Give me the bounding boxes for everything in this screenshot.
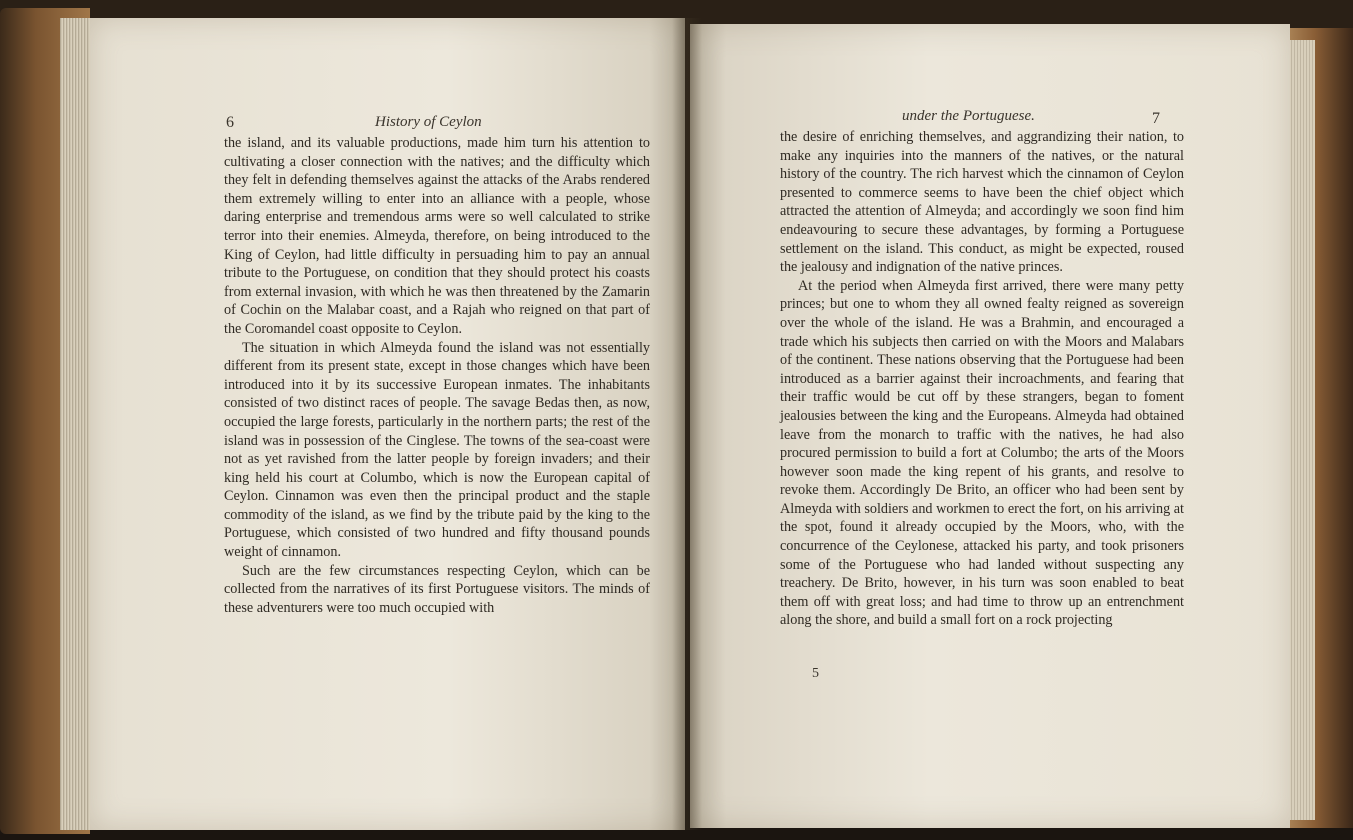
right-paragraph-2: At the period when Almeyda first arrived, there were many petty princes; but one to whom they all owned fealty reigned as sovereign over the whole of the island. He was a Brahmin, and encouraged a trade which his subjects then carried on with the Moors and Malabars of the continent. These nations observing that the Portuguese had been introduced as a barrier against their incroachments, and fearing that their traffic would be cut off by these strangers, began to foment jealousies between the king and the Europeans. Almeyda had obtained leave from the monarch to traffic with the natives, he had also procured permission to build a fort at Columbo; the arts of the Moors however soon made the king repent of his grants, and resolve to revoke them. Accordingly De Brito, an officer who had been sent by Almeyda with soldiers and workmen to erect the fort, on his arriving at the spot, found it already occupied by the Moors, who, with the concurrence of the Ceylonese, attacked his party, and took prisoners some of the Portuguese who had landed without suspecting any treachery. De Brito, however, in his turn was soon enabled to beat them off with great loss; and had time to throw up an entrenchment along the shore, and build a small fort on a rock projecting	[780, 277, 1184, 629]
right-page-body	[780, 128, 1184, 630]
left-page-body	[224, 134, 650, 617]
left-paragraph-2: The situation in which Almeyda found the island was not essentially different from its present state, except in those changes which have been introduced into it by its successive European inmates. The inhabitants consisted of two distinct races of people. The savage Bedas then, as now, occupied the large forests, particularly in the northern parts; the rest of the island was in possession of the Cinglese. The towns of the sea-coast were not as yet ravished from the latter people by foreign invaders; and their king held his court at Columbo, which is now the European capital of Ceylon. Cinnamon was even then the principal product and the staple commodity of the island, as we find by the tribute paid by the king to the Portuguese, which consisted of two hundred and fifty thousand pounds weight of cinnamon.	[224, 339, 650, 561]
left-running-head: History of Ceylon	[375, 114, 482, 130]
left-page	[90, 18, 685, 830]
left-page-edges	[60, 18, 90, 830]
right-running-head: under the Portuguese.	[902, 108, 1035, 124]
right-page-edges	[1289, 40, 1315, 820]
left-paragraph-1: the island, and its valuable productions, made him turn his attention to cultivating a closer connection with the natives; and the difficulty which they felt in defending themselves against the attacks of the Arabs rendered them extremely willing to enter into an alliance with a people, whose daring enterprise and tremendous arms were so well calculated to strike terror into their enemies. Almeyda, therefore, on being introduced to the King of Ceylon, had little difficulty in persuading him to pay an annual tribute to the Portuguese, on condition that they should protect his coasts from external invasion, with which he was then threatened by the Zamarin of Cochin on the Malabar coast, and a Rajah who reigned on that part of the Coromandel coast opposite to Ceylon.	[224, 135, 650, 337]
book-gutter	[672, 18, 702, 830]
right-page-number: 7	[1152, 110, 1160, 127]
right-paragraph-1: the desire of enriching themselves, and aggrandizing their nation, to make any inquiries into the manners of the natives, or the natural history of the country. The rich harvest which the cinnamon of Ceylon presented to commerce seems to have been the chief object which attracted the attention of Almeyda; and accordingly we soon find him endeavouring to secure these advantages, by forming a Portuguese settlement on the island. This conduct, as might be expected, roused the jealousy and indignation of the native princes.	[780, 129, 1184, 276]
right-page	[690, 24, 1290, 828]
signature-mark: 5	[812, 666, 819, 681]
left-page-number: 6	[226, 114, 234, 131]
left-paragraph-3: Such are the few circumstances respecting Ceylon, which can be collected from the narratives of its first Portuguese visitors. The minds of these adventurers were too much occupied with	[224, 562, 650, 616]
